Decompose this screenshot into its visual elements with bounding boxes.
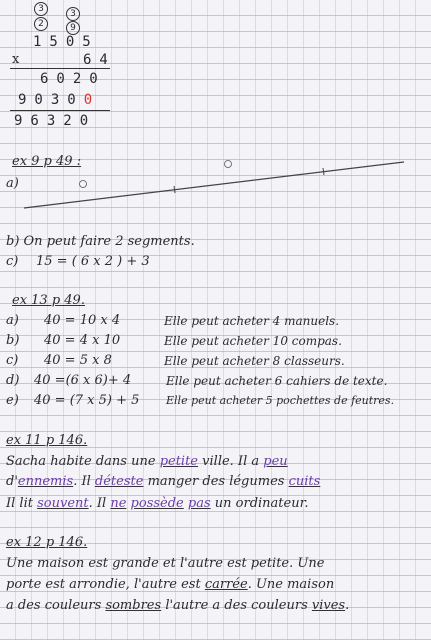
ex11-heading: ex 11 p 146. — [6, 433, 88, 448]
ex9-part-a: a) — [6, 176, 19, 191]
ex13-row-equation: 40 = (7 x 5) + 5 — [34, 393, 140, 408]
carry-digit: 3 — [34, 2, 48, 16]
ex13-row-equation: 40 =(6 x 6)+ 4 — [34, 373, 132, 388]
ex13-row-answer: Elle peut acheter 5 pochettes de feutres. — [166, 394, 395, 407]
product-result: 96320 — [14, 113, 97, 129]
ex13-row-label: c) — [6, 353, 19, 368]
tick-mark — [174, 186, 175, 193]
ruler-line — [24, 162, 404, 208]
ex12-line-1: Une maison est grande et l'autre est petite. Une — [6, 556, 325, 571]
ex13-row-answer: Elle peut acheter 4 manuels. — [164, 314, 340, 328]
ex12-line-2: porte est arrondie, l'autre est carrée. Une maison — [6, 577, 335, 592]
point-mark — [225, 161, 232, 168]
partial-product-2: 90300 — [18, 92, 101, 108]
carry-digit: 3 — [66, 7, 80, 21]
ex13-row-label: d) — [6, 373, 20, 388]
ex13-row-equation: 40 = 10 x 4 — [44, 313, 121, 328]
operation-line — [10, 68, 110, 69]
ex13-row-answer: Elle peut acheter 6 cahiers de texte. — [166, 374, 388, 388]
ex9-part-c-label: c) — [6, 254, 19, 269]
ex11-line-3: Il lit souvent. Il ne possède pas un ordinateur. — [6, 496, 309, 511]
ex11-line-2: d'ennemis. Il déteste manger des légumes cuits — [6, 474, 321, 489]
ex13-row-label: b) — [6, 333, 20, 348]
multiplicand: 1505 — [33, 34, 99, 50]
segment-drawing — [0, 150, 431, 220]
partial-product-1: 6020 — [40, 71, 106, 87]
operation-line — [10, 110, 110, 111]
multiply-operator: x — [12, 52, 20, 67]
placeholder-zero: 0 — [83, 92, 101, 108]
carry-digit: 2 — [34, 17, 48, 31]
ex13-row-label: a) — [6, 313, 19, 328]
ex13-row-label: e) — [6, 393, 19, 408]
ex12-heading: ex 12 p 146. — [6, 535, 88, 550]
ex13-row-answer: Elle peut acheter 8 classeurs. — [164, 354, 345, 368]
ex9-part-c-equation: 15 = ( 6 x 2 ) + 3 — [36, 254, 150, 269]
carry-digit: 9 — [66, 21, 80, 35]
point-mark — [80, 181, 87, 188]
ex11-line-1: Sacha habite dans une petite ville. Il a peu — [6, 454, 288, 469]
ex13-row-answer: Elle peut acheter 10 compas. — [164, 334, 342, 348]
ex13-heading: ex 13 p 49. — [12, 293, 85, 308]
ex13-row-equation: 40 = 4 x 10 — [44, 333, 121, 348]
tick-mark — [323, 168, 324, 175]
ex9-part-b: b) On peut faire 2 segments. — [6, 234, 195, 249]
ex9-heading: ex 9 p 49 : — [12, 154, 82, 169]
ex13-row-equation: 40 = 5 x 8 — [44, 353, 112, 368]
ex12-line-3: a des couleurs sombres l'autre a des couleurs vives. — [6, 598, 350, 613]
multiplier: 64 — [83, 52, 116, 68]
